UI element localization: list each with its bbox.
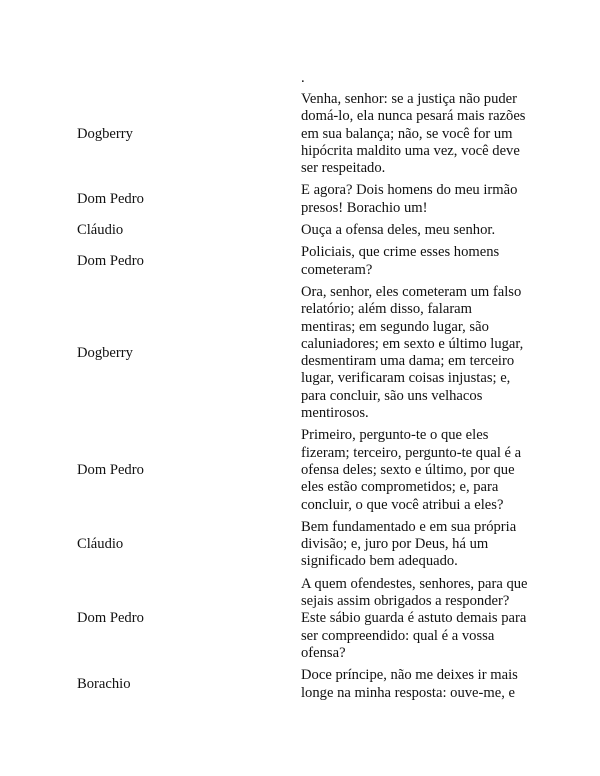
speaker-name: Dom Pedro (77, 461, 144, 478)
speaker-name: Dogberry (77, 344, 133, 361)
dialogue-line: Bem fundamentado e em sua própria divisão; e, juro por Deus, há um significado bem adequado. (301, 518, 517, 570)
speaker-name: Dogberry (77, 125, 133, 142)
dialogue-row (77, 519, 537, 571)
dialogue-table (77, 91, 537, 707)
dialogue-line: E agora? Dois homens do meu irmão presos! Borachio um! (301, 182, 518, 216)
dialogue-row (77, 667, 537, 702)
dialogue-row (77, 91, 537, 177)
speaker-name: Cláudio (77, 222, 124, 239)
dialogue-row (77, 222, 537, 239)
speaker-name: Dom Pedro (77, 610, 144, 627)
dialogue-line: Primeiro, pergunto-te o que eles fizeram; terceiro, pergunto-te qual é a ofensa deles; sexto e último, por que eles estão comprometidos; e, para concluir, o que você atribui a eles? (301, 427, 522, 513)
dialogue-row (77, 284, 537, 422)
speaker-name: Cláudio (77, 536, 124, 553)
dialogue-row (77, 427, 537, 513)
speaker-name: Dom Pedro (77, 191, 144, 208)
dialogue-line: A quem ofendestes, senhores, para que sejais assim obrigados a responder? Este sábio guarda é astuto demais para ser compreendido: qual é a vossa ofensa? (301, 575, 528, 661)
page-marker: . (301, 70, 305, 86)
dialogue-line: Policiais, que crime esses homens cometeram? (301, 244, 500, 278)
dialogue-line: Ora, senhor, eles cometeram um falso relatório; além disso, falaram mentiras; em segundo lugar, são caluniadores; em sexto e último lugar, desmentiram uma dama; em terceiro lugar, verificaram coisas injustas; e, para concluir, são uns velhacos mentirosos. (301, 283, 524, 422)
speaker-name: Borachio (77, 675, 131, 692)
dialogue-row (77, 182, 537, 217)
dialogue-row (77, 244, 537, 279)
dialogue-line: Doce príncipe, não me deixes ir mais longe na minha resposta: ouve-me, e (301, 667, 518, 701)
dialogue-line: Ouça a ofensa deles, meu senhor. (301, 222, 496, 239)
speaker-name: Dom Pedro (77, 253, 144, 270)
dialogue-line: Venha, senhor: se a justiça não puder domá-lo, ela nunca pesará mais razões em sua balança; não, se você for um hipócrita maldito uma vez, você deve ser respeitado. (301, 91, 526, 177)
dialogue-row (77, 576, 537, 662)
